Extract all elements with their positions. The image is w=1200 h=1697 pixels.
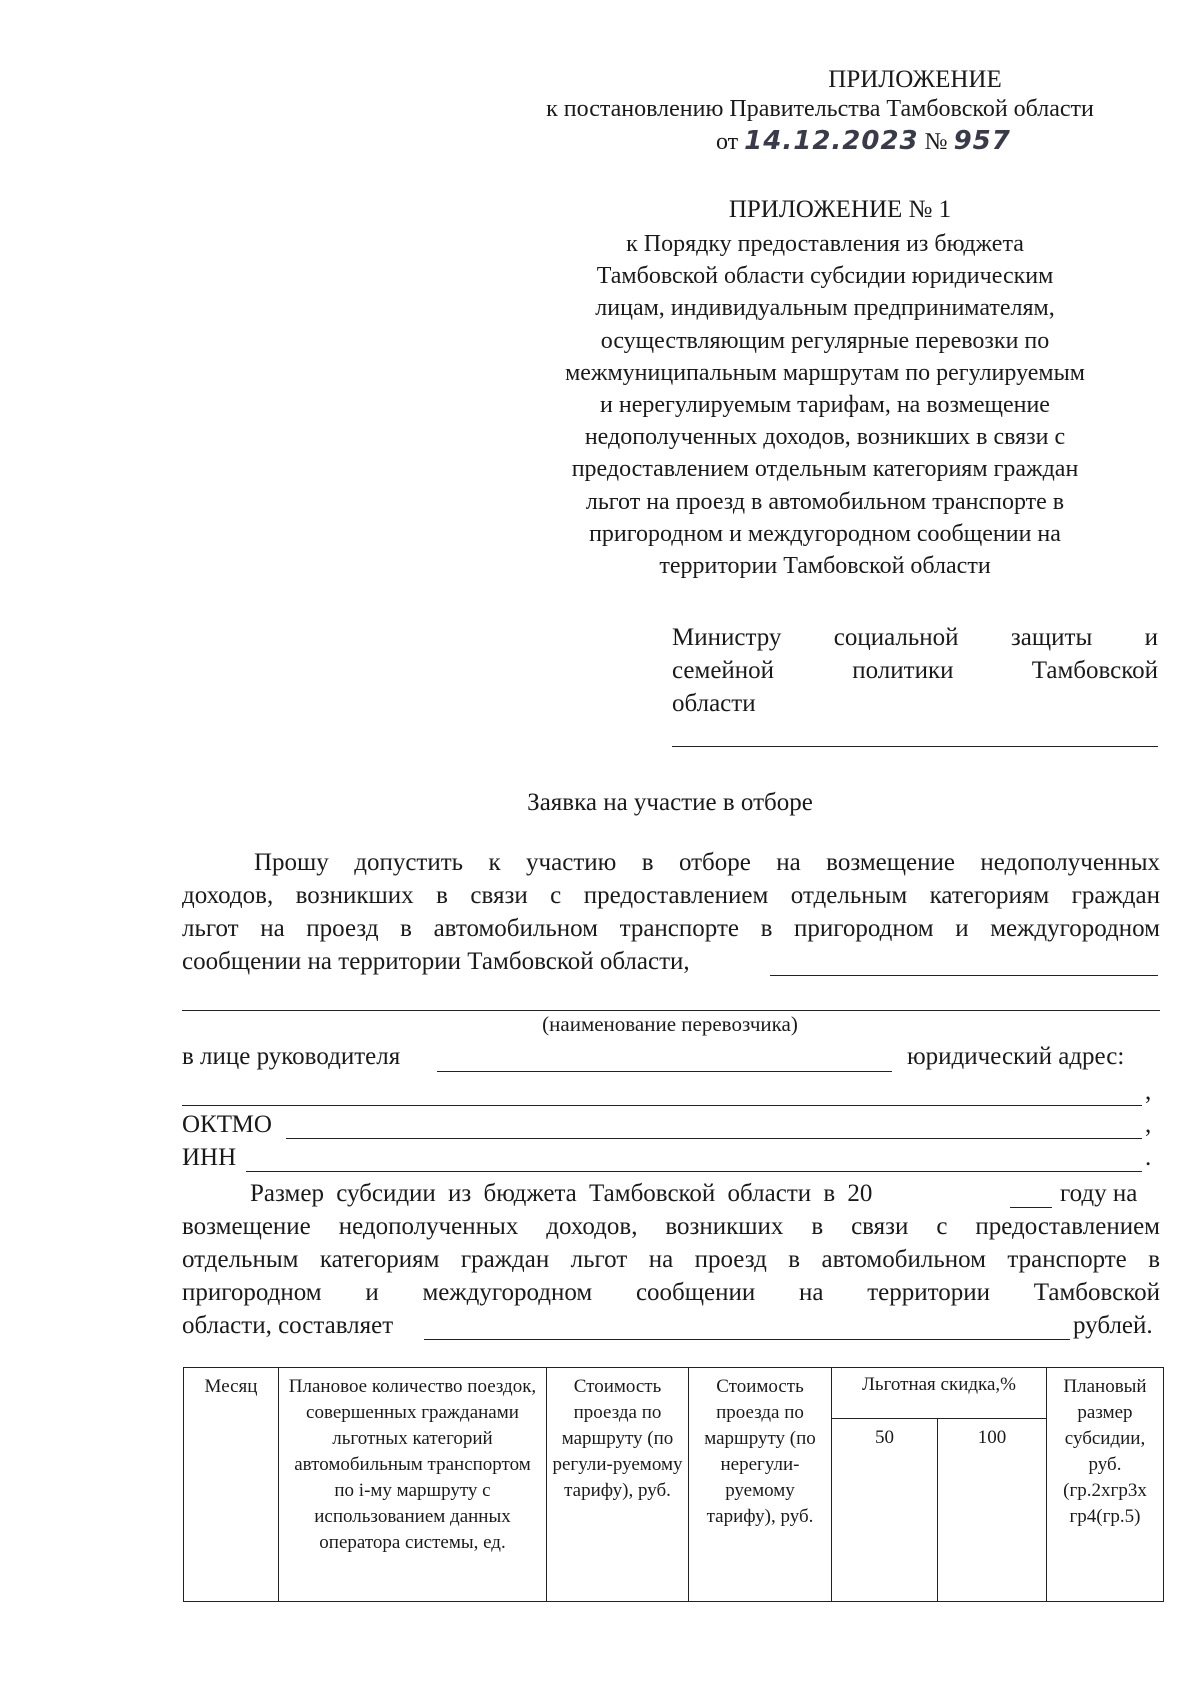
paragraph2-line: Размер субсидии из бюджета Тамбовской области в 20 [250, 1180, 873, 1207]
inn-field[interactable] [246, 1171, 1142, 1172]
number-sign: № [924, 129, 948, 155]
table-header-month: Месяц [184, 1368, 279, 1602]
paragraph2-line: отдельным категориям граждан льгот на проезд в автомобильном транспорте в [182, 1246, 1160, 1273]
oktmo-label: ОКТМО [182, 1111, 272, 1138]
table-header-discount-100: 100 [938, 1419, 1047, 1602]
addressee-signature-line[interactable] [672, 746, 1158, 747]
table-header-planned-subsidy: Плановый размер субсидии, руб. (гр.2хгр3х гр4(гр.5) [1047, 1368, 1164, 1602]
carrier-name-field[interactable] [770, 975, 1158, 976]
paragraph1-line: льгот на проезд в автомобильном транспорте в пригородном и междугородном [182, 915, 1160, 942]
appendix-line: межмуниципальным маршрутам по регулируемым [565, 359, 1085, 386]
table-header-planned-trips: Плановое количество поездок, совершенных гражданами льготных категорий автомобильным транспортом по i-му маршруту с использованием данных оператора системы, ед. [279, 1368, 547, 1602]
carrier-name-field-continued[interactable] [182, 1010, 1160, 1011]
paragraph2-line: области, составляет [182, 1312, 394, 1339]
addressee-line-1: Министру социальной защиты и [672, 624, 1158, 651]
legal-address-label: юридический адрес: [907, 1043, 1125, 1070]
subsidy-table [183, 1367, 1164, 1602]
inn-label: ИНН [182, 1144, 237, 1171]
appendix-line: льгот на проезд в автомобильном транспорте в [585, 488, 1065, 515]
oktmo-field[interactable] [286, 1138, 1142, 1139]
legal-address-comma: , [1145, 1078, 1152, 1105]
legal-address-field[interactable] [182, 1105, 1142, 1106]
paragraph2-line-end: рублей. [1073, 1312, 1153, 1339]
year-field[interactable] [1010, 1207, 1052, 1208]
paragraph1-line: доходов, возникших в связи с предоставлением отдельным категориям граждан [182, 882, 1160, 909]
paragraph1-line: сообщении на территории Тамбовской области, [182, 948, 690, 975]
appendix-line: недополученных доходов, возникших в связи с [584, 424, 1066, 451]
appendix-line: пригородном и междугородном сообщении на [589, 520, 1061, 547]
inn-period: . [1145, 1144, 1152, 1171]
appendix-line: лицам, индивидуальным предпринимателям, [595, 295, 1055, 322]
application-title: Заявка на участие в отборе [527, 789, 813, 816]
table-header-discount: Льготная скидка,% [832, 1368, 1047, 1419]
appendix-header-title: ПРИЛОЖЕНИЕ [828, 66, 1002, 93]
handwritten-number: 957 [953, 126, 1011, 156]
appendix-line: к Порядку предоставления из бюджета [626, 231, 1024, 257]
handwritten-date: 14.12.2023 [744, 126, 919, 156]
appendix-header-subtitle: к постановлению Правительства Тамбовской области [546, 96, 1094, 122]
subsidy-amount-field[interactable] [424, 1339, 1070, 1340]
appendix-line: территории Тамбовской области [659, 553, 991, 580]
appendix-line: предоставлением отдельным категориям граждан [571, 456, 1079, 483]
paragraph2-line: пригородном и междугородном сообщении на территории Тамбовской [182, 1279, 1160, 1306]
resolution-date-line [716, 126, 1011, 156]
paragraph2-line: возмещение недополученных доходов, возникших в связи с предоставлением [182, 1213, 1160, 1240]
appendix-number-title: ПРИЛОЖЕНИЕ № 1 [728, 196, 952, 223]
addressee-line-3: области [672, 690, 756, 717]
table-header-discount-50: 50 [832, 1419, 938, 1602]
table-header-cost-regulated: Стоимость проезда по маршруту (по регули-руемому тарифу), руб. [547, 1368, 689, 1602]
table-header-cost-unregulated: Стоимость проезда по маршруту (по нерегули-руемому тарифу), руб. [689, 1368, 832, 1602]
addressee-line-2: семейной политики Тамбовской [672, 657, 1158, 684]
appendix-line: и нерегулируемым тарифам, на возмещение [600, 392, 1050, 419]
date-prefix: от [716, 129, 739, 155]
appendix-description [480, 228, 1170, 582]
carrier-name-caption: (наименование перевозчика) [542, 1012, 798, 1036]
paragraph2-line-end: году на [1060, 1180, 1138, 1207]
appendix-line: осуществляющим регулярные перевозки по [600, 327, 1050, 354]
appendix-line: Тамбовской области субсидии юридическим [596, 263, 1054, 290]
director-label: в лице руководителя [182, 1043, 401, 1070]
paragraph1-line: Прошу допустить к участию в отборе на возмещение недополученных [254, 849, 1160, 876]
director-name-field[interactable] [437, 1071, 892, 1072]
oktmo-comma: , [1145, 1111, 1152, 1138]
